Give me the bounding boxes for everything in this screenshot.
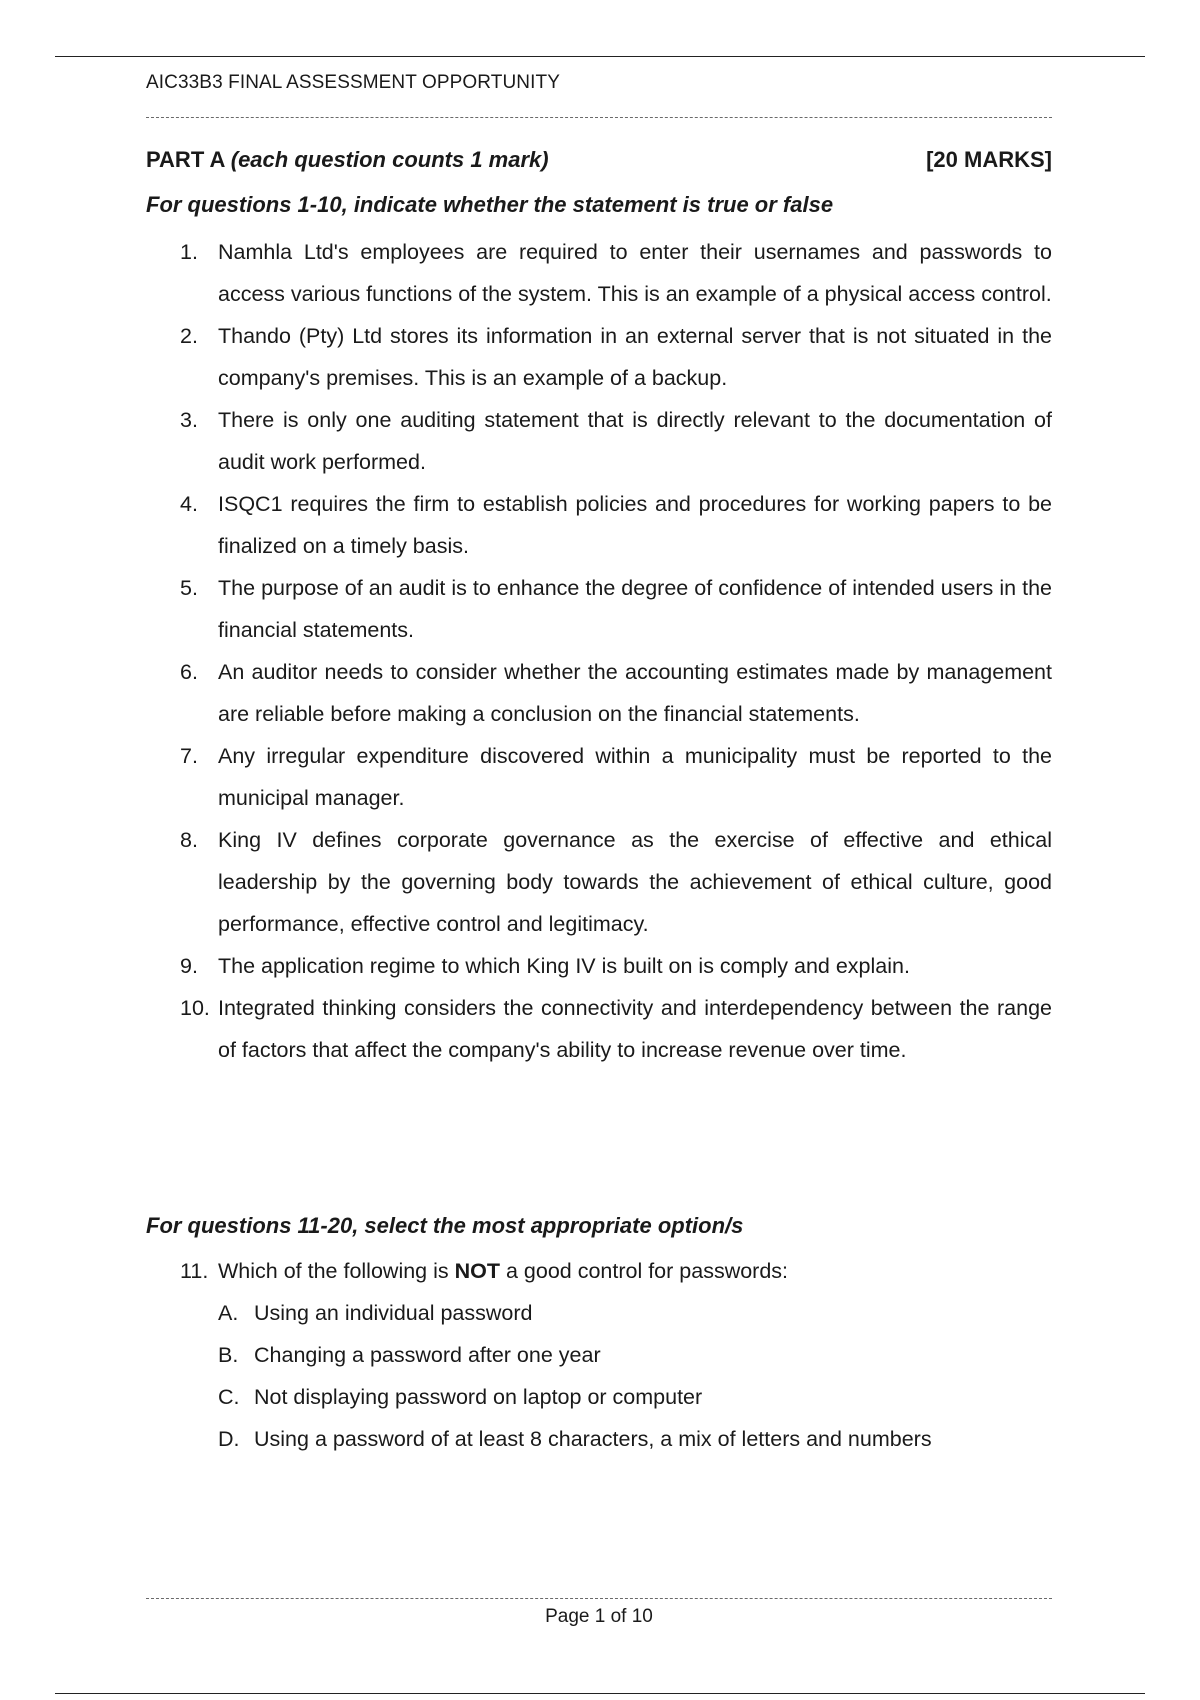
question-stem-emphasis: NOT: [454, 1259, 500, 1283]
option-text: Using a password of at least 8 characters, a mix of letters and numbers: [254, 1427, 932, 1451]
part-a-note: (each question counts 1 mark): [230, 147, 549, 172]
part-a-label: PART A: [146, 147, 225, 172]
header-divider: [146, 117, 1052, 118]
question-number: 4.: [180, 492, 198, 516]
page-number: Page 1 of 10: [545, 1606, 653, 1627]
question-11: [146, 1250, 1052, 1460]
option-b: [146, 1334, 1052, 1376]
option-letter: D.: [218, 1427, 240, 1451]
true-false-question-list: [146, 231, 1052, 1071]
question-item: [146, 945, 1052, 987]
multiple-choice-instructions: For questions 11-20, select the most appropriate option/s: [146, 1213, 744, 1238]
option-letter: C.: [218, 1385, 240, 1409]
question-number: 11.: [180, 1259, 209, 1283]
question-text: ISQC1 requires the firm to establish policies and procedures for working papers to be finalized on a timely basis.: [218, 492, 1052, 558]
question-text: The application regime to which King IV is built on is comply and explain.: [218, 954, 910, 978]
question-item: [146, 567, 1052, 651]
question-item: [146, 735, 1052, 819]
question-stem-start: Which of the following is: [218, 1259, 455, 1283]
question-number: 7.: [180, 744, 198, 768]
true-false-instructions: For questions 1-10, indicate whether the statement is true or false: [146, 192, 834, 217]
question-text: An auditor needs to consider whether the accounting estimates made by management are reliable before making a conclusion on the financial statements.: [218, 660, 1052, 726]
question-item: [146, 315, 1052, 399]
question-item: [146, 231, 1052, 315]
part-a-marks: [20 MARKS]: [926, 147, 1052, 172]
option-letter: B.: [218, 1343, 239, 1367]
question-item: [146, 819, 1052, 945]
question-text: There is only one auditing statement that is directly relevant to the documentation of audit work performed.: [218, 408, 1052, 474]
option-d: [146, 1418, 1052, 1460]
question-item: [146, 987, 1052, 1071]
question-text: The purpose of an audit is to enhance the degree of confidence of intended users in the financial statements.: [218, 576, 1052, 642]
question-text: King IV defines corporate governance as the exercise of effective and ethical leadership by the governing body towards the achievement of ethical culture, good performance, effective control and legitimacy.: [218, 828, 1052, 936]
question-number: 8.: [180, 828, 198, 852]
option-a: [146, 1292, 1052, 1334]
question-item: [146, 651, 1052, 735]
option-text: Using an individual password: [254, 1301, 533, 1325]
question-number: 10.: [180, 996, 210, 1020]
question-text: Namhla Ltd's employees are required to enter their usernames and passwords to access various functions of the system. This is an example of a physical access control.: [218, 240, 1052, 306]
question-number: 6.: [180, 660, 198, 684]
option-c: [146, 1376, 1052, 1418]
question-text: Integrated thinking considers the connectivity and interdependency between the range of factors that affect the company's ability to increase revenue over time.: [218, 996, 1052, 1062]
question-stem-end: a good control for passwords:: [500, 1259, 789, 1283]
question-text: Any irregular expenditure discovered within a municipality must be reported to the municipal manager.: [218, 744, 1052, 810]
option-letter: A.: [218, 1301, 239, 1325]
question-11-stem: [146, 1250, 1052, 1292]
question-number: 3.: [180, 408, 198, 432]
question-item: [146, 399, 1052, 483]
question-number: 5.: [180, 576, 198, 600]
question-number: 9.: [180, 954, 198, 978]
question-text: Thando (Pty) Ltd stores its information in an external server that is not situated in the company's premises. This is an example of a backup.: [218, 324, 1052, 390]
page-top-border: [55, 56, 1145, 57]
footer-divider: [146, 1598, 1052, 1599]
question-item: [146, 483, 1052, 567]
part-a-title-row: [146, 147, 1052, 173]
question-11-options: [146, 1292, 1052, 1460]
option-text: Not displaying password on laptop or computer: [254, 1385, 703, 1409]
option-text: Changing a password after one year: [254, 1343, 601, 1367]
question-number: 2.: [180, 324, 198, 348]
page-bottom-border: [55, 1693, 1145, 1694]
running-header-title: AIC33B3 FINAL ASSESSMENT OPPORTUNITY: [146, 72, 560, 93]
question-number: 1.: [180, 240, 198, 264]
